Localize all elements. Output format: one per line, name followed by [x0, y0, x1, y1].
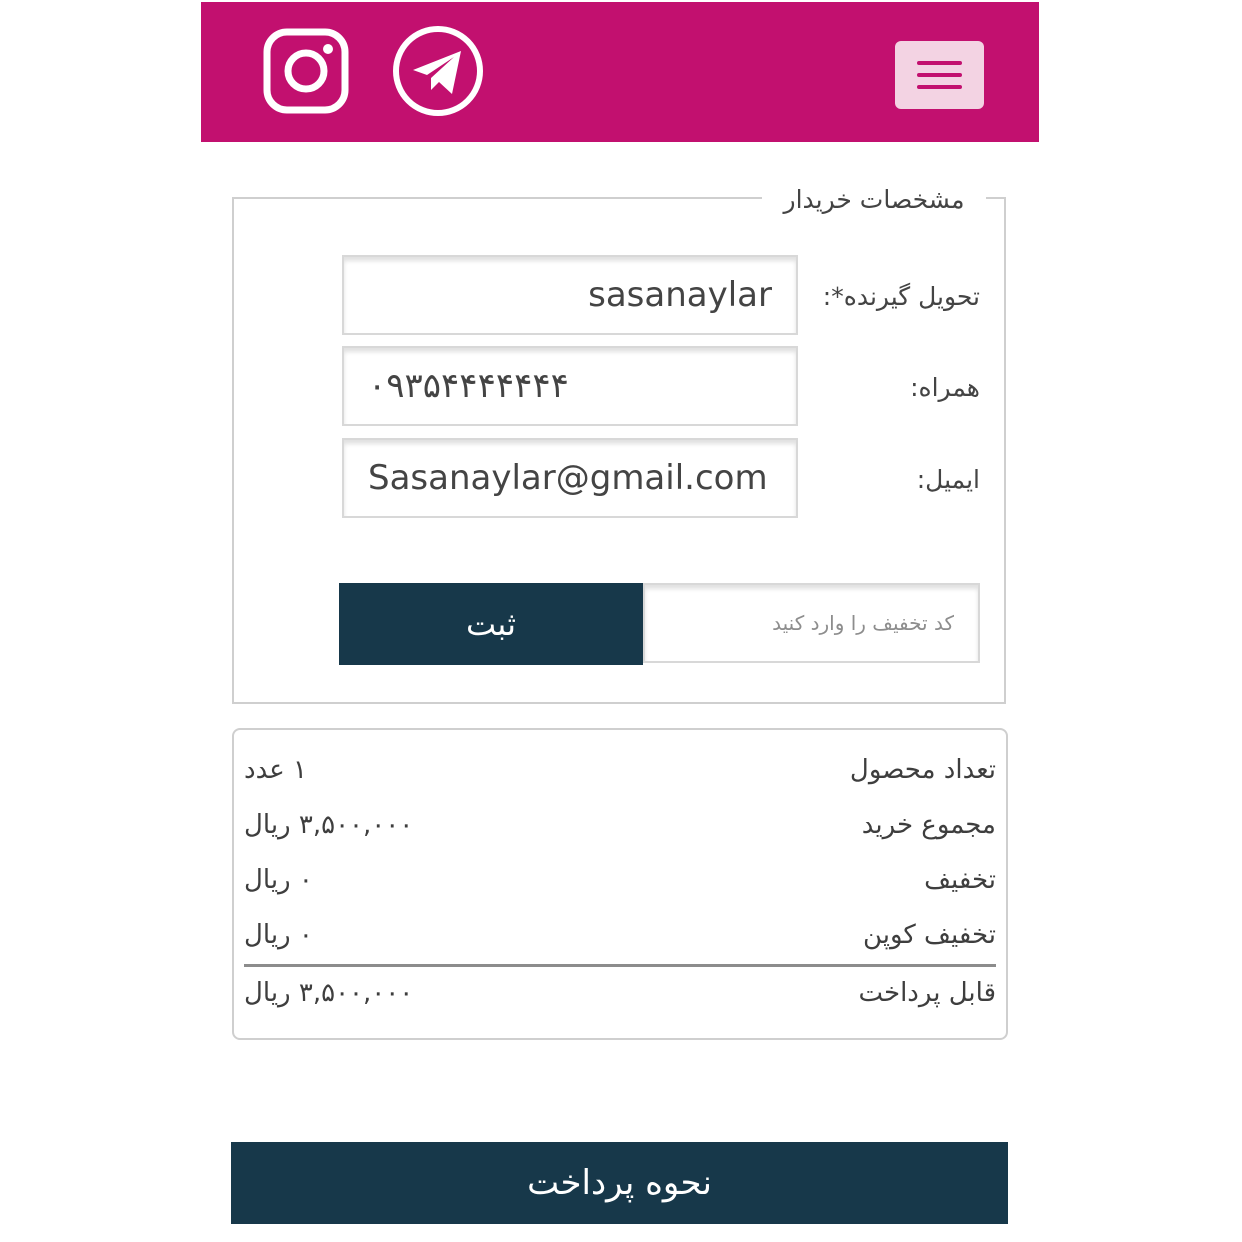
menu-button[interactable]	[895, 41, 984, 109]
recipient-label: تحویل گیرنده*:	[822, 282, 980, 311]
email-label: ایمیل:	[916, 465, 980, 494]
summary-value-discount: ۰ ریال	[244, 865, 313, 895]
hamburger-icon	[917, 61, 962, 65]
hamburger-icon-bar	[917, 73, 962, 77]
coupon-input[interactable]	[643, 583, 980, 663]
email-input[interactable]	[342, 438, 798, 518]
mobile-label: همراه:	[910, 373, 980, 402]
summary-value-coupon-discount: ۰ ریال	[244, 920, 313, 950]
instagram-icon[interactable]	[261, 26, 351, 116]
recipient-input[interactable]	[342, 255, 798, 335]
summary-value-total: ۳,۵۰۰,۰۰۰ ریال	[244, 978, 414, 1008]
coupon-submit-button[interactable]: ثبت	[339, 583, 643, 665]
summary-label-subtotal: مجموع خرید	[861, 810, 996, 840]
telegram-icon[interactable]	[391, 24, 485, 118]
order-summary	[232, 728, 1008, 1040]
summary-value-quantity: ۱ عدد	[244, 755, 307, 785]
summary-divider	[244, 964, 996, 967]
buyer-details-legend: مشخصات خریدار	[762, 178, 986, 222]
summary-label-discount: تخفیف	[924, 865, 996, 895]
summary-value-subtotal: ۳,۵۰۰,۰۰۰ ریال	[244, 810, 414, 840]
payment-method-button[interactable]: نحوه پرداخت	[231, 1142, 1008, 1224]
hamburger-icon-bar	[917, 85, 962, 89]
summary-label-total: قابل پرداخت	[858, 978, 996, 1008]
summary-label-quantity: تعداد محصول	[849, 755, 996, 785]
summary-label-coupon-discount: تخفیف کوپن	[862, 920, 996, 950]
top-header	[201, 2, 1039, 142]
mobile-input[interactable]	[342, 346, 798, 426]
